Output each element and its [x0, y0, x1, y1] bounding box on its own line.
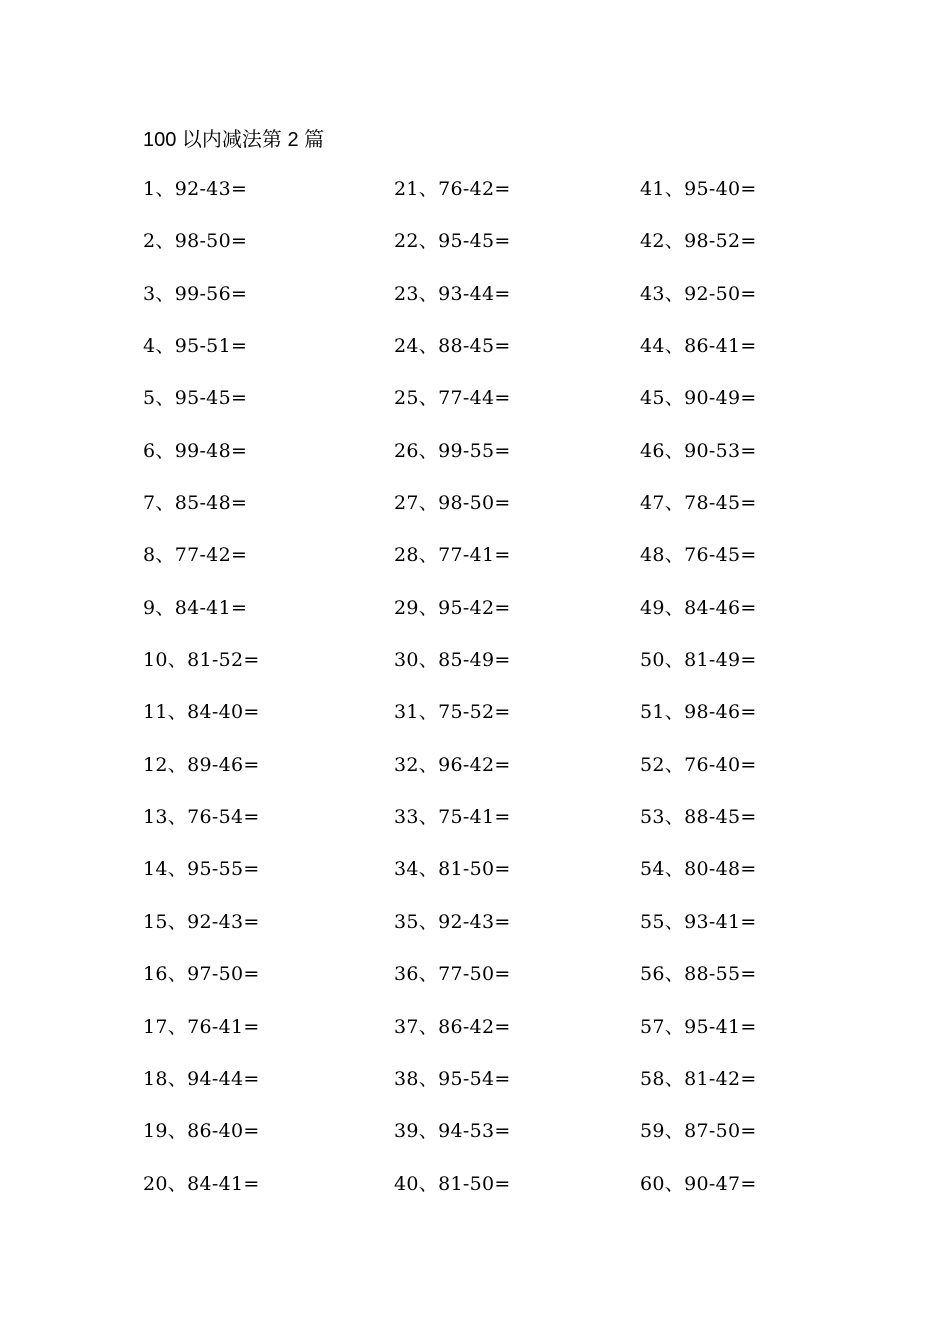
problem-item: 28、77-41= [394, 544, 511, 567]
problem-item: 49、84-46= [640, 596, 757, 619]
problem-item: 31、75-52= [394, 701, 511, 724]
problem-item: 43、92-50= [640, 282, 757, 305]
problem-item: 12、89-46= [143, 753, 260, 776]
problem-item: 40、81-50= [394, 1172, 511, 1195]
problem-item: 9、84-41= [143, 596, 248, 619]
problem-item: 10、81-52= [143, 649, 260, 672]
problem-item: 20、84-41= [143, 1172, 260, 1195]
problem-item: 2、98-50= [143, 230, 248, 253]
problem-item: 13、76-54= [143, 806, 260, 829]
problem-item: 45、90-49= [640, 387, 757, 410]
problem-item: 25、77-44= [394, 387, 511, 410]
problem-item: 5、95-45= [143, 387, 248, 410]
problem-item: 39、94-53= [394, 1120, 511, 1143]
problem-item: 21、76-42= [394, 178, 511, 200]
problem-item: 7、85-48= [143, 492, 248, 515]
problem-item: 14、95-55= [143, 858, 260, 881]
problem-column-3 [640, 174, 757, 1221]
problem-item: 15、92-43= [143, 910, 260, 933]
problem-item: 37、86-42= [394, 1015, 511, 1038]
problem-column-2 [394, 174, 511, 1221]
problem-item: 58、81-42= [640, 1067, 757, 1090]
page-title: 100 以内减法第 2 篇 [143, 129, 325, 151]
problem-item: 52、76-40= [640, 753, 757, 776]
problem-item: 38、95-54= [394, 1067, 511, 1090]
problem-item: 18、94-44= [143, 1067, 260, 1090]
problem-item: 36、77-50= [394, 963, 511, 986]
problem-item: 6、99-48= [143, 439, 248, 462]
problem-item: 32、96-42= [394, 753, 511, 776]
problem-item: 1、92-43= [143, 178, 248, 200]
problem-item: 50、81-49= [640, 649, 757, 672]
problem-item: 16、97-50= [143, 963, 260, 986]
problem-item: 47、78-45= [640, 492, 757, 515]
problem-item: 8、77-42= [143, 544, 248, 567]
problem-item: 22、95-45= [394, 230, 511, 253]
problem-item: 44、86-41= [640, 335, 757, 358]
problem-item: 4、95-51= [143, 335, 248, 358]
problem-item: 54、80-48= [640, 858, 757, 881]
problem-item: 29、95-42= [394, 596, 511, 619]
problem-item: 3、99-56= [143, 282, 248, 305]
problem-item: 51、98-46= [640, 701, 757, 724]
problem-item: 41、95-40= [640, 178, 757, 200]
problem-column-1 [143, 174, 260, 1221]
problem-item: 30、85-49= [394, 649, 511, 672]
problem-item: 48、76-45= [640, 544, 757, 567]
problem-item: 27、98-50= [394, 492, 511, 515]
problem-item: 33、75-41= [394, 806, 511, 829]
problem-item: 23、93-44= [394, 282, 511, 305]
problem-item: 19、86-40= [143, 1120, 260, 1143]
problem-item: 53、88-45= [640, 806, 757, 829]
problem-item: 55、93-41= [640, 910, 757, 933]
problem-item: 11、84-40= [143, 701, 260, 724]
problem-item: 17、76-41= [143, 1015, 260, 1038]
problem-item: 34、81-50= [394, 858, 511, 881]
problem-item: 60、90-47= [640, 1172, 757, 1195]
problem-item: 59、87-50= [640, 1120, 757, 1143]
problem-item: 26、99-55= [394, 439, 511, 462]
problem-item: 35、92-43= [394, 910, 511, 933]
problem-item: 24、88-45= [394, 335, 511, 358]
problem-item: 46、90-53= [640, 439, 757, 462]
problem-item: 56、88-55= [640, 963, 757, 986]
problem-item: 57、95-41= [640, 1015, 757, 1038]
problem-item: 42、98-52= [640, 230, 757, 253]
